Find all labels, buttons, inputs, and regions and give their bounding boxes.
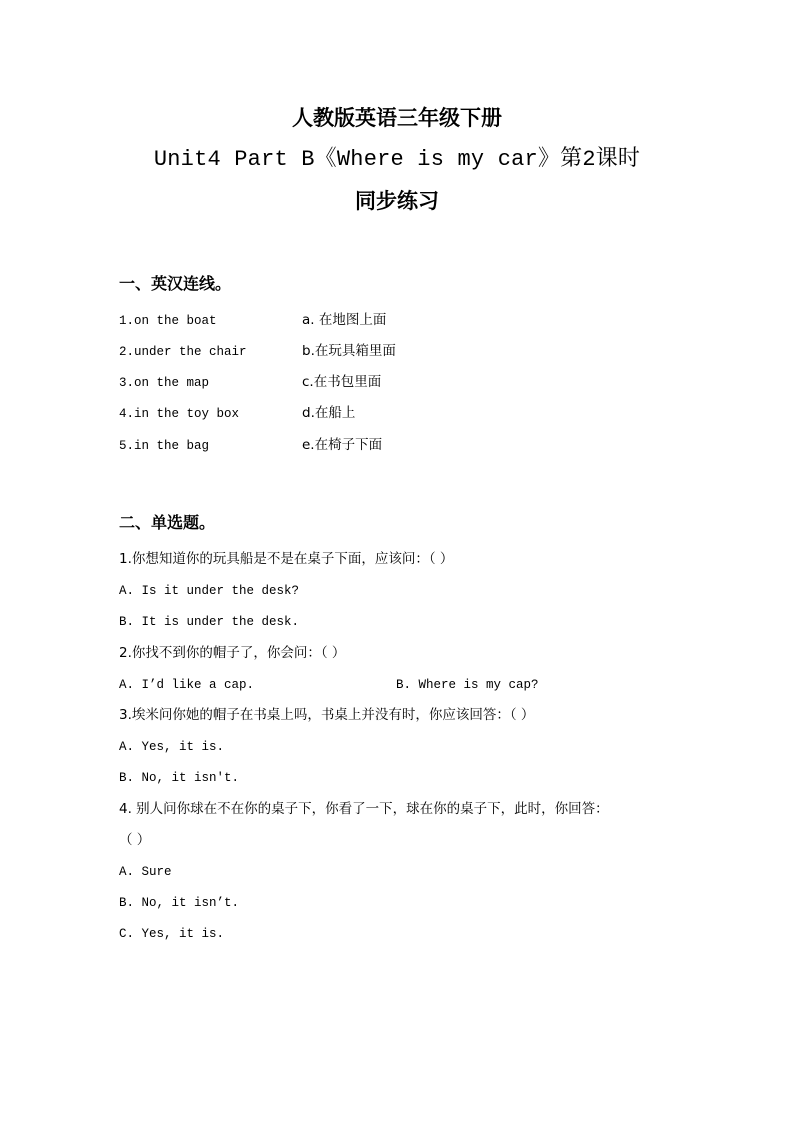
question-4-line-1: 4. 别人问你球在不在你的桌子下，你看了一下，球在你的桌子下，此时，你回答：: [119, 801, 609, 817]
section-1-heading: 一、英汉连线。: [119, 274, 232, 293]
question-2: 2.你找不到你的帽子了，你会问：（ ）: [119, 645, 346, 661]
match-en-1: 1.on the boat: [119, 314, 217, 328]
match-en-2: 2.under the chair: [119, 345, 247, 359]
q1-option-b: B. It is under the desk.: [119, 615, 300, 629]
q4-option-a: A. Sure: [119, 865, 172, 879]
question-3: 3.埃米问你她的帽子在书桌上吗，书桌上并没有时，你应该回答：（ ）: [119, 707, 535, 723]
section-2-heading: 二、单选题。: [119, 513, 216, 532]
match-cn-3: c.在书包里面: [302, 374, 382, 390]
q3-option-b: B. No, it isn't.: [119, 771, 240, 785]
title-line-1: 人教版英语三年级下册: [292, 105, 502, 130]
q2-option-b: B. Where is my cap?: [396, 678, 539, 692]
q3-option-a: A. Yes, it is.: [119, 740, 225, 754]
match-en-5: 5.in the bag: [119, 439, 210, 453]
question-1: 1.你想知道你的玩具船是不是在桌子下面，应该问：（ ）: [119, 551, 454, 567]
match-cn-1: a. 在地图上面: [302, 312, 387, 328]
match-cn-2: b.在玩具箱里面: [302, 343, 396, 359]
match-en-3: 3.on the map: [119, 376, 210, 390]
q4-option-b: B. No, it isn’t.: [119, 896, 240, 910]
match-cn-4: d.在船上: [302, 405, 356, 421]
question-4-line-2: （ ）: [119, 832, 151, 848]
match-en-4: 4.in the toy box: [119, 407, 240, 421]
title-line-3: 同步练习: [355, 188, 439, 213]
q2-option-a: A. I’d like a cap.: [119, 678, 255, 692]
match-cn-5: e.在椅子下面: [302, 437, 383, 453]
q4-option-c: C. Yes, it is.: [119, 927, 225, 941]
q1-option-a: A. Is it under the desk?: [119, 584, 300, 598]
title-line-2: Unit4 Part B《Where is my car》第2课时: [153, 147, 641, 172]
